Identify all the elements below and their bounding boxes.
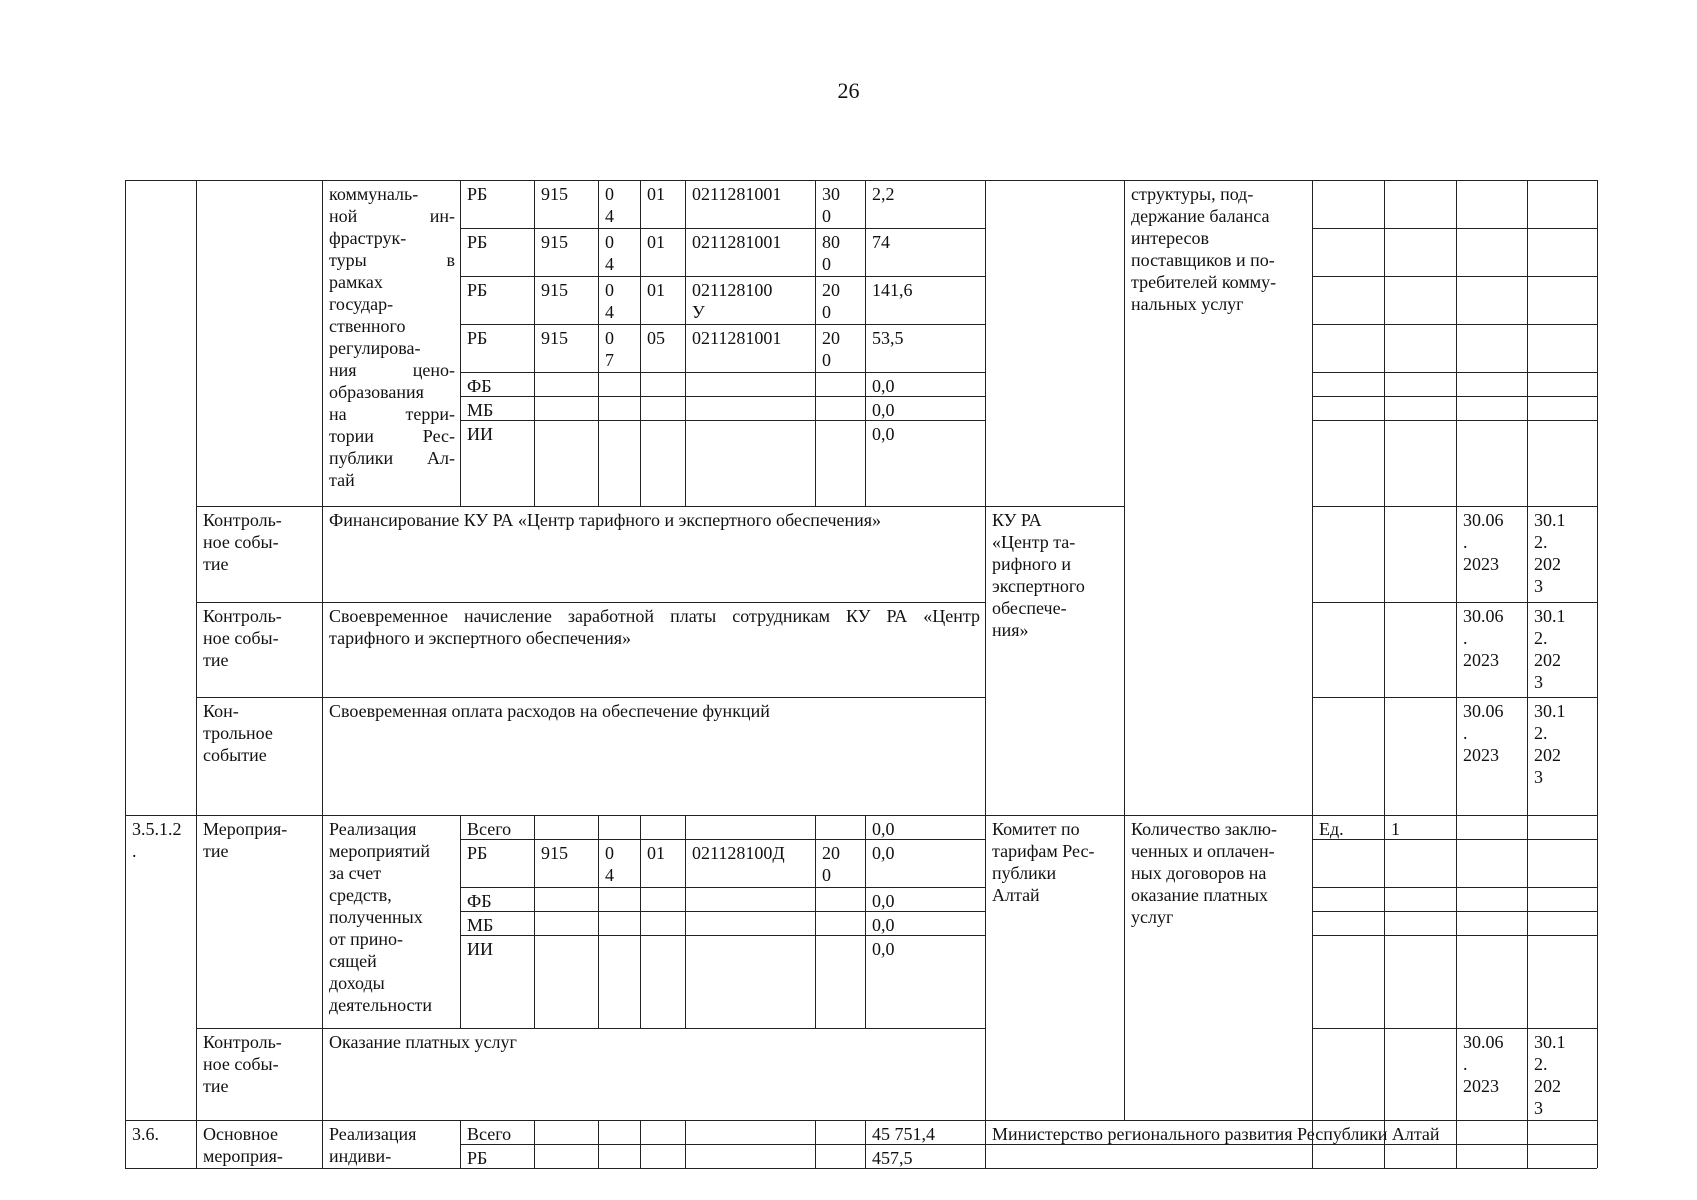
- finance-pr-cell: 01: [647, 184, 665, 204]
- table-border: [125, 1168, 1597, 1169]
- activity-name-line: регулирова-: [329, 338, 421, 358]
- finance-sum-cell: 0,0: [872, 939, 895, 959]
- row-number-cell: 3.6.: [132, 1124, 159, 1144]
- table-rule: [460, 396, 985, 397]
- table-rule: [460, 420, 985, 421]
- activity-name-line: государ-: [329, 294, 394, 314]
- control-event-text: Своевременная оплата расходов на обеспечение функций: [329, 701, 770, 721]
- finance-pr-cell: [647, 399, 680, 419]
- activity-name-cell: [329, 183, 455, 505]
- table-rule: [985, 180, 986, 1120]
- finance-csr-cell: [692, 890, 810, 910]
- finance-grbs-cell: [541, 399, 593, 419]
- table-rule: [460, 276, 985, 277]
- finance-src-cell: МБ: [467, 915, 494, 935]
- table-rule: [196, 697, 985, 698]
- finance-csr-cell: 0211281001: [692, 328, 782, 348]
- table-rule: [685, 815, 686, 1028]
- page-number: 26: [837, 78, 860, 103]
- table-rule: [1527, 180, 1528, 1168]
- table-rule: [1312, 276, 1597, 277]
- finance-rz-cell: [605, 938, 635, 1027]
- activity-name-line: туры в: [329, 250, 455, 270]
- activity-name-line: на терри-: [329, 404, 455, 424]
- finance-pr-cell: [647, 375, 680, 395]
- finance-rz-cell: [605, 890, 635, 910]
- table-rule: [1312, 180, 1313, 1168]
- table-rule: [1384, 180, 1385, 1168]
- finance-vr-cell: 80 0: [822, 232, 840, 274]
- control-event-type: Кон- трольное событие: [203, 701, 273, 765]
- activity-name-line: публики Ал-: [329, 448, 455, 468]
- table-rule: [1312, 887, 1597, 888]
- finance-pr-cell: [647, 423, 680, 505]
- table-rule: [1312, 839, 1597, 840]
- finance-grbs-cell: 915: [541, 184, 568, 204]
- table-rule: [460, 228, 985, 229]
- finance-grbs-cell: [541, 423, 593, 505]
- finance-rz-cell: [605, 818, 635, 838]
- finance-csr-cell: 021128100Д: [692, 843, 785, 863]
- finance-src-cell: РБ: [467, 1148, 488, 1168]
- indicator-cell: структуры, под- держание баланса интересов поставщиков и по- требителей комму- нальных услуг: [1131, 184, 1277, 314]
- table-rule: [1312, 372, 1597, 373]
- table-rule: [1124, 180, 1125, 1120]
- table-border: [125, 180, 1597, 181]
- finance-vr-cell: [822, 375, 860, 395]
- table-rule: [460, 372, 985, 373]
- finance-grbs-cell: [541, 375, 593, 395]
- finance-src-cell: РБ: [467, 843, 488, 863]
- table-rule: [640, 815, 641, 1028]
- table-rule: [1312, 602, 1597, 603]
- finance-grbs-cell: 915: [541, 232, 568, 252]
- finance-csr-cell: 0211281001: [692, 184, 782, 204]
- finance-rz-cell: 0 7: [605, 328, 614, 370]
- control-event-type: Контроль- ное собы- тие: [203, 606, 282, 670]
- target-value-cell: 1: [1391, 819, 1400, 839]
- activity-name-line: ственного: [329, 316, 406, 336]
- table-rule: [1312, 228, 1597, 229]
- table-rule: [460, 839, 985, 840]
- start-date-cell: 30.06 . 2023: [1463, 510, 1504, 574]
- finance-grbs-cell: 915: [541, 280, 568, 300]
- finance-pr-cell: [647, 914, 680, 934]
- finance-vr-cell: [822, 938, 860, 1027]
- row-type-cell: Мероприя- тие: [203, 819, 288, 861]
- finance-pr-cell: 01: [647, 280, 665, 300]
- finance-vr-cell: [822, 890, 860, 910]
- table-rule: [460, 887, 985, 888]
- table-rule: [460, 935, 985, 936]
- activity-name-line: коммуналь-: [329, 184, 419, 204]
- table-rule: [865, 815, 866, 1028]
- finance-vr-cell: [822, 423, 860, 505]
- executor-cell: КУ РА «Центр та- рифного и экспертного обеспече- ния»: [992, 510, 1085, 640]
- activity-name-line: рамках: [329, 272, 383, 292]
- table-rule: [460, 324, 985, 325]
- control-event-type: Контроль- ное собы- тие: [203, 1032, 282, 1096]
- activity-name-line: тории Рес-: [329, 426, 455, 446]
- table-rule: [815, 815, 816, 1028]
- finance-sum-cell: 0,0: [872, 424, 895, 444]
- control-event-text: Своевременное начисление заработной платы сотрудникам КУ РА «Центр тарифного и экспертного обеспечения»: [329, 606, 985, 648]
- finance-vr-cell: 20 0: [822, 280, 840, 322]
- finance-sum-cell: 0,0: [872, 400, 895, 420]
- end-date-cell: 30.1 2. 202 3: [1534, 701, 1566, 787]
- table-rule: [598, 815, 599, 1028]
- finance-sum-cell: 74: [872, 232, 890, 252]
- finance-src-cell: Всего: [467, 1124, 512, 1144]
- finance-rz-cell: 0 4: [605, 232, 614, 274]
- finance-rz-cell: 0 4: [605, 843, 614, 885]
- table-rule: [1456, 180, 1457, 1168]
- table-rule: [1312, 935, 1597, 936]
- finance-rz-cell: [605, 399, 635, 419]
- table-rule: [1312, 697, 1597, 698]
- control-event-type: Контроль- ное собы- тие: [203, 510, 282, 574]
- finance-vr-cell: [822, 399, 860, 419]
- table-rule: [196, 1028, 985, 1029]
- finance-csr-cell: 021128100 У: [692, 280, 773, 322]
- activity-name-cell: Реализация индиви-: [329, 1124, 417, 1166]
- table-border: [1597, 180, 1598, 1168]
- finance-rz-cell: [605, 423, 635, 505]
- finance-sum-cell: 141,6: [872, 280, 913, 300]
- finance-src-cell: ИИ: [467, 939, 493, 959]
- finance-src-cell: ФБ: [467, 891, 492, 911]
- finance-sum-cell: 2,2: [872, 184, 895, 204]
- indicator-cell: Количество заклю- ченных и оплачен- ных договоров на оказание платных услуг: [1131, 819, 1277, 927]
- finance-rz-cell: [605, 914, 635, 934]
- finance-grbs-cell: 915: [541, 843, 568, 863]
- control-event-text: Оказание платных услуг: [329, 1032, 517, 1052]
- control-event-text: Финансирование КУ РА «Центр тарифного и экспертного обеспечения»: [329, 510, 882, 530]
- finance-sum-cell: 0,0: [872, 843, 895, 863]
- table-rule: [322, 180, 323, 1168]
- table-rule: [196, 180, 197, 1168]
- finance-sum-cell: 0,0: [872, 819, 895, 839]
- table-rule: [1312, 911, 1597, 912]
- end-date-cell: 30.1 2. 202 3: [1534, 606, 1566, 692]
- finance-csr-cell: [692, 914, 810, 934]
- executor-cell: Министерство регионального развития Республики Алтай: [992, 1124, 1440, 1144]
- finance-vr-cell: [822, 914, 860, 934]
- finance-pr-cell: [647, 890, 680, 910]
- finance-csr-cell: [692, 399, 810, 419]
- finance-vr-cell: [822, 818, 860, 838]
- finance-pr-cell: [647, 818, 680, 838]
- finance-src-cell: МБ: [467, 400, 494, 420]
- finance-pr-cell: 01: [647, 232, 665, 252]
- table-rule: [1312, 396, 1597, 397]
- finance-src-cell: Всего: [467, 819, 512, 839]
- activity-name-cell: Реализация мероприятий за счет средств, полученных от прино- сящей доходы деятельности: [329, 819, 433, 1015]
- finance-csr-cell: [692, 818, 810, 838]
- finance-pr-cell: 05: [647, 328, 665, 348]
- executor-cell: Комитет по тарифам Рес- публики Алтай: [992, 819, 1095, 905]
- start-date-cell: 30.06 . 2023: [1463, 1032, 1504, 1096]
- row-number-cell: 3.5.1.2 .: [132, 819, 182, 861]
- finance-csr-cell: [692, 423, 810, 505]
- table-rule: [196, 602, 985, 603]
- finance-src-cell: РБ: [467, 232, 488, 252]
- activity-name-line: ной ин-: [329, 206, 455, 226]
- table-rule: [460, 911, 985, 912]
- start-date-cell: 30.06 . 2023: [1463, 701, 1504, 765]
- table-rule: [1312, 324, 1597, 325]
- finance-sum-cell: 53,5: [872, 328, 904, 348]
- table-rule: [125, 815, 1597, 816]
- finance-src-cell: РБ: [467, 184, 488, 204]
- activity-name-line: ния цено-: [329, 360, 455, 380]
- table-rule: [534, 815, 535, 1028]
- finance-grbs-cell: 915: [541, 328, 568, 348]
- finance-rz-cell: [605, 375, 635, 395]
- finance-sum-cell: 0,0: [872, 376, 895, 396]
- table-border: [125, 180, 126, 1168]
- finance-src-cell: РБ: [467, 280, 488, 300]
- finance-csr-cell: [692, 938, 810, 1027]
- finance-rz-cell: 0 4: [605, 184, 614, 226]
- finance-src-cell: РБ: [467, 328, 488, 348]
- finance-sum-cell: 0,0: [872, 891, 895, 911]
- finance-vr-cell: 30 0: [822, 184, 840, 226]
- finance-csr-cell: 0211281001: [692, 232, 782, 252]
- table-rule: [1312, 1028, 1597, 1029]
- finance-src-cell: ИИ: [467, 424, 493, 444]
- finance-vr-cell: 20 0: [822, 843, 840, 885]
- finance-pr-cell: [647, 938, 680, 1027]
- finance-grbs-cell: [541, 890, 593, 910]
- finance-grbs-cell: [541, 818, 593, 838]
- activity-name-line: фраструк-: [329, 228, 407, 248]
- end-date-cell: 30.1 2. 202 3: [1534, 1032, 1566, 1118]
- finance-sum-cell: 0,0: [872, 915, 895, 935]
- finance-rz-cell: 0 4: [605, 280, 614, 322]
- table-rule: [1312, 420, 1597, 421]
- table-rule: [985, 1144, 1597, 1145]
- finance-sum-cell: 457,5: [872, 1148, 913, 1168]
- finance-grbs-cell: [541, 938, 593, 1027]
- activity-name-line: образования: [329, 382, 424, 402]
- table-rule: [1312, 506, 1597, 507]
- finance-src-cell: ФБ: [467, 376, 492, 396]
- finance-vr-cell: 20 0: [822, 328, 840, 370]
- table-rule: [125, 1120, 1597, 1121]
- row-type-cell: Основное мероприя-: [203, 1124, 283, 1166]
- finance-sum-cell: 45 751,4: [872, 1124, 935, 1144]
- finance-grbs-cell: [541, 914, 593, 934]
- end-date-cell: 30.1 2. 202 3: [1534, 510, 1566, 596]
- table-rule: [460, 1144, 985, 1145]
- finance-pr-cell: 01: [647, 843, 665, 863]
- start-date-cell: 30.06 . 2023: [1463, 606, 1504, 670]
- unit-cell: Ед.: [1319, 819, 1344, 839]
- table-rule: [196, 506, 1124, 507]
- activity-name-line: тай: [329, 470, 355, 490]
- table-rule: [460, 815, 461, 1028]
- finance-csr-cell: [692, 375, 810, 395]
